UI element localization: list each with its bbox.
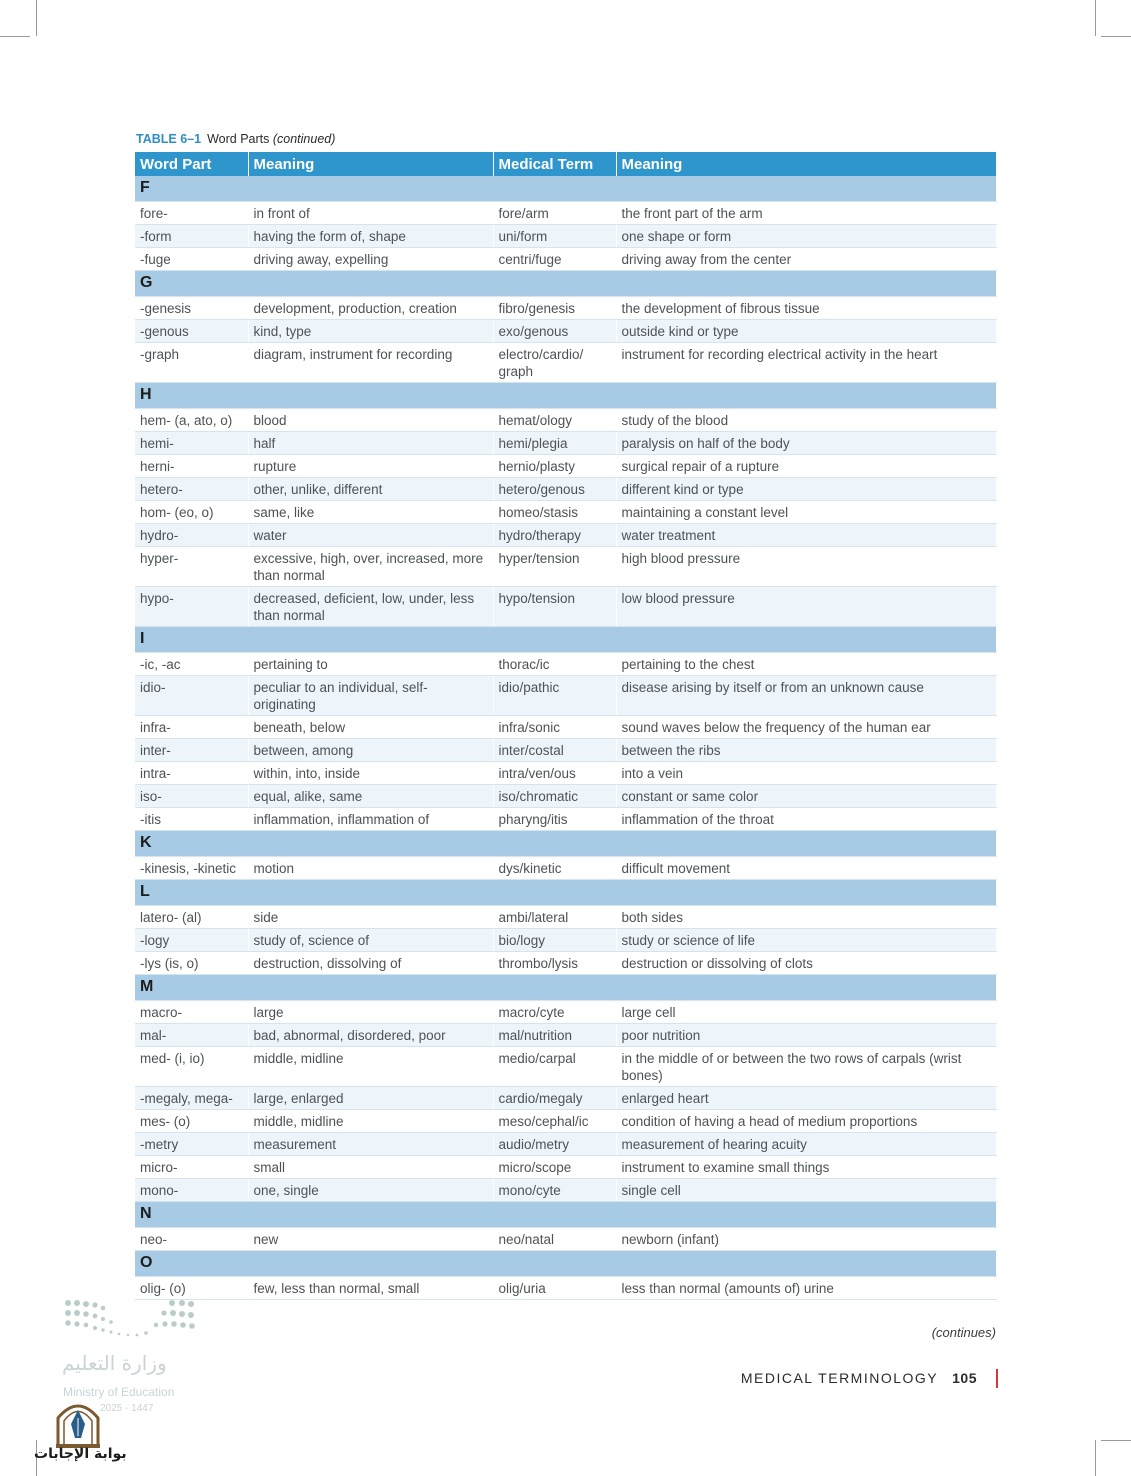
medical-term-cell: hetero/genous [493,478,616,501]
word-part-cell: hem- (a, ato, o) [135,409,248,432]
table-row [135,1001,996,1024]
meaning-cell: having the form of, shape [248,225,493,248]
section-letter: O [135,1251,996,1277]
table-row [135,225,996,248]
word-part-cell: micro- [135,1156,248,1179]
medical-term-cell: hemi/plegia [493,432,616,455]
medical-term-cell: fibro/genesis [493,297,616,320]
section-letter: K [135,831,996,857]
medical-term-cell: hydro/therapy [493,524,616,547]
medical-term-cell: electro/cardio/ graph [493,343,616,383]
table-row [135,952,996,975]
table-header-row [135,152,996,176]
word-part-cell: -form [135,225,248,248]
table-row [135,785,996,808]
table-row [135,478,996,501]
medical-term-cell: medio/carpal [493,1047,616,1087]
meaning-cell: blood [248,409,493,432]
term-meaning-cell: different kind or type [616,478,996,501]
medical-term-cell: infra/sonic [493,716,616,739]
word-part-cell: inter- [135,739,248,762]
meaning-cell: between, among [248,739,493,762]
table-row [135,248,996,271]
medical-term-cell: exo/genous [493,320,616,343]
term-meaning-cell: driving away from the center [616,248,996,271]
meaning-cell: driving away, expelling [248,248,493,271]
section-row [135,975,996,1001]
term-meaning-cell: inflammation of the throat [616,808,996,831]
word-part-cell: hypo- [135,587,248,627]
table-title: Word Parts [207,132,270,146]
meaning-cell: decreased, deficient, low, under, less than normal [248,587,493,627]
term-meaning-cell: destruction or dissolving of clots [616,952,996,975]
section-letter: G [135,271,996,297]
word-part-cell: hetero- [135,478,248,501]
word-part-cell: hydro- [135,524,248,547]
header-medical-term: Medical Term [493,152,616,176]
term-meaning-cell: surgical repair of a rupture [616,455,996,478]
word-part-cell: herni- [135,455,248,478]
table-row [135,1110,996,1133]
term-meaning-cell: the front part of the arm [616,202,996,225]
meaning-cell: inflammation, inflammation of [248,808,493,831]
table-row [135,676,996,716]
medical-term-cell: mal/nutrition [493,1024,616,1047]
meaning-cell: same, like [248,501,493,524]
term-meaning-cell: condition of having a head of medium proportions [616,1110,996,1133]
medical-term-cell: audio/metry [493,1133,616,1156]
term-meaning-cell: outside kind or type [616,320,996,343]
meaning-cell: one, single [248,1179,493,1202]
page-footer [741,1370,977,1386]
table-row [135,1277,996,1300]
word-part-cell: iso- [135,785,248,808]
table-row [135,343,996,383]
table-row [135,501,996,524]
meaning-cell: kind, type [248,320,493,343]
word-part-cell: -metry [135,1133,248,1156]
section-row [135,627,996,653]
meaning-cell: pertaining to [248,653,493,676]
word-part-cell: fore- [135,202,248,225]
word-part-cell: -megaly, mega- [135,1087,248,1110]
crop-mark [1095,0,1096,36]
ministry-english-name: Ministry of Education [63,1385,175,1399]
table-row [135,202,996,225]
section-row [135,1251,996,1277]
word-part-cell: mal- [135,1024,248,1047]
pen-nib-arch-icon [48,1396,108,1448]
meaning-cell: large [248,1001,493,1024]
table-row [135,587,996,627]
meaning-cell: few, less than normal, small [248,1277,493,1300]
meaning-cell: middle, midline [248,1047,493,1087]
table-row [135,808,996,831]
header-meaning: Meaning [248,152,493,176]
table-row [135,1133,996,1156]
term-meaning-cell: study of the blood [616,409,996,432]
medical-term-cell: hernio/plasty [493,455,616,478]
section-letter: L [135,880,996,906]
table-row [135,1228,996,1251]
term-meaning-cell: less than normal (amounts of) urine [616,1277,996,1300]
term-meaning-cell: instrument for recording electrical activity in the heart [616,343,996,383]
word-part-cell: hyper- [135,547,248,587]
medical-term-cell: pharyng/itis [493,808,616,831]
medical-term-cell: iso/chromatic [493,785,616,808]
table-row [135,1087,996,1110]
medical-term-cell: hemat/ology [493,409,616,432]
section-letter: M [135,975,996,1001]
crop-mark [36,0,37,36]
meaning-cell: equal, alike, same [248,785,493,808]
word-part-cell: mes- (o) [135,1110,248,1133]
word-part-cell: hom- (eo, o) [135,501,248,524]
meaning-cell: excessive, high, over, increased, more than normal [248,547,493,587]
meaning-cell: rupture [248,455,493,478]
meaning-cell: bad, abnormal, disordered, poor [248,1024,493,1047]
term-meaning-cell: difficult movement [616,857,996,880]
meaning-cell: half [248,432,493,455]
section-row [135,271,996,297]
page-number: 105 [952,1370,977,1386]
medical-term-cell: homeo/stasis [493,501,616,524]
word-part-cell: -genous [135,320,248,343]
table-row [135,762,996,785]
word-part-cell: -kinesis, -kinetic [135,857,248,880]
table-row [135,1156,996,1179]
word-part-cell: macro- [135,1001,248,1024]
meaning-cell: measurement [248,1133,493,1156]
table-row [135,653,996,676]
table-row [135,409,996,432]
running-title: MEDICAL TERMINOLOGY [740,1370,939,1386]
word-part-cell: med- (i, io) [135,1047,248,1087]
table-row [135,524,996,547]
table-row [135,432,996,455]
word-part-cell: -lys (is, o) [135,952,248,975]
section-letter: I [135,627,996,653]
word-part-cell: -ic, -ac [135,653,248,676]
term-meaning-cell: high blood pressure [616,547,996,587]
medical-term-cell: neo/natal [493,1228,616,1251]
word-part-cell: mono- [135,1179,248,1202]
meaning-cell: diagram, instrument for recording [248,343,493,383]
medical-term-cell: olig/uria [493,1277,616,1300]
meaning-cell: side [248,906,493,929]
term-meaning-cell: maintaining a constant level [616,501,996,524]
medical-term-cell: idio/pathic [493,676,616,716]
table-row [135,1024,996,1047]
table-row [135,1179,996,1202]
crop-mark [0,36,30,37]
meaning-cell: in front of [248,202,493,225]
meaning-cell: study of, science of [248,929,493,952]
meaning-cell: water [248,524,493,547]
medical-term-cell: micro/scope [493,1156,616,1179]
medical-term-cell: inter/costal [493,739,616,762]
term-meaning-cell: large cell [616,1001,996,1024]
section-row [135,176,996,202]
word-part-cell: hemi- [135,432,248,455]
word-part-cell: -graph [135,343,248,383]
table-number: TABLE 6–1 [136,132,202,146]
table-continued: (continued) [272,132,336,146]
term-meaning-cell: low blood pressure [616,587,996,627]
continues-note: (continues) [931,1325,996,1340]
term-meaning-cell: one shape or form [616,225,996,248]
medical-term-cell: cardio/megaly [493,1087,616,1110]
crop-mark [1095,1440,1096,1476]
term-meaning-cell: enlarged heart [616,1087,996,1110]
word-part-cell: intra- [135,762,248,785]
meaning-cell: motion [248,857,493,880]
medical-term-cell: centri/fuge [493,248,616,271]
meaning-cell: middle, midline [248,1110,493,1133]
term-meaning-cell: single cell [616,1179,996,1202]
table-row [135,929,996,952]
table-row [135,297,996,320]
table-caption [136,132,335,146]
term-meaning-cell: pertaining to the chest [616,653,996,676]
word-part-cell: -fuge [135,248,248,271]
term-meaning-cell: sound waves below the frequency of the human ear [616,716,996,739]
term-meaning-cell: constant or same color [616,785,996,808]
header-word-part: Word Part [135,152,248,176]
footer-accent-bar [996,1369,998,1388]
meaning-cell: within, into, inside [248,762,493,785]
section-row [135,383,996,409]
medical-term-cell: ambi/lateral [493,906,616,929]
term-meaning-cell: both sides [616,906,996,929]
section-letter: H [135,383,996,409]
word-part-cell: latero- (al) [135,906,248,929]
section-row [135,1202,996,1228]
section-row [135,831,996,857]
word-part-cell: -genesis [135,297,248,320]
meaning-cell: other, unlike, different [248,478,493,501]
meaning-cell: new [248,1228,493,1251]
meaning-cell: large, enlarged [248,1087,493,1110]
meaning-cell: peculiar to an individual, self-originating [248,676,493,716]
table-row [135,716,996,739]
term-meaning-cell: in the middle of or between the two rows of carpals (wrist bones) [616,1047,996,1087]
term-meaning-cell: measurement of hearing acuity [616,1133,996,1156]
meaning-cell: small [248,1156,493,1179]
medical-term-cell: uni/form [493,225,616,248]
word-part-cell: neo- [135,1228,248,1251]
ministry-year: 2025 - 1447 [100,1403,154,1414]
table-row [135,906,996,929]
word-parts-table [135,152,997,1300]
medical-term-cell: thrombo/lysis [493,952,616,975]
meaning-cell: destruction, dissolving of [248,952,493,975]
medical-term-cell: dys/kinetic [493,857,616,880]
term-meaning-cell: newborn (infant) [616,1228,996,1251]
term-meaning-cell: between the ribs [616,739,996,762]
term-meaning-cell: instrument to examine small things [616,1156,996,1179]
section-letter: F [135,176,996,202]
medical-term-cell: thorac/ic [493,653,616,676]
table-row [135,547,996,587]
meaning-cell: development, production, creation [248,297,493,320]
medical-term-cell: hypo/tension [493,587,616,627]
term-meaning-cell: into a vein [616,762,996,785]
section-row [135,880,996,906]
medical-term-cell: hyper/tension [493,547,616,587]
word-part-cell: idio- [135,676,248,716]
medical-term-cell: intra/ven/ous [493,762,616,785]
meaning-cell: beneath, below [248,716,493,739]
medical-term-cell: macro/cyte [493,1001,616,1024]
ministry-arabic-name: وزارة التعليم [62,1351,167,1375]
word-part-cell: -logy [135,929,248,952]
medical-term-cell: fore/arm [493,202,616,225]
portal-name: بوابة الإجابات [34,1446,127,1462]
term-meaning-cell: poor nutrition [616,1024,996,1047]
term-meaning-cell: study or science of life [616,929,996,952]
ministry-dots-logo [60,1297,200,1347]
term-meaning-cell: the development of fibrous tissue [616,297,996,320]
word-part-cell: olig- (o) [135,1277,248,1300]
header-term-meaning: Meaning [616,152,996,176]
word-part-cell: -itis [135,808,248,831]
table-row [135,1047,996,1087]
section-letter: N [135,1202,996,1228]
table-row [135,857,996,880]
crop-mark [1101,36,1131,37]
medical-term-cell: bio/logy [493,929,616,952]
word-part-cell: infra- [135,716,248,739]
medical-term-cell: meso/cephal/ic [493,1110,616,1133]
medical-term-cell: mono/cyte [493,1179,616,1202]
term-meaning-cell: disease arising by itself or from an unknown cause [616,676,996,716]
table-row [135,320,996,343]
table-row [135,739,996,762]
term-meaning-cell: paralysis on half of the body [616,432,996,455]
term-meaning-cell: water treatment [616,524,996,547]
crop-mark [1101,1440,1131,1441]
table-row [135,455,996,478]
